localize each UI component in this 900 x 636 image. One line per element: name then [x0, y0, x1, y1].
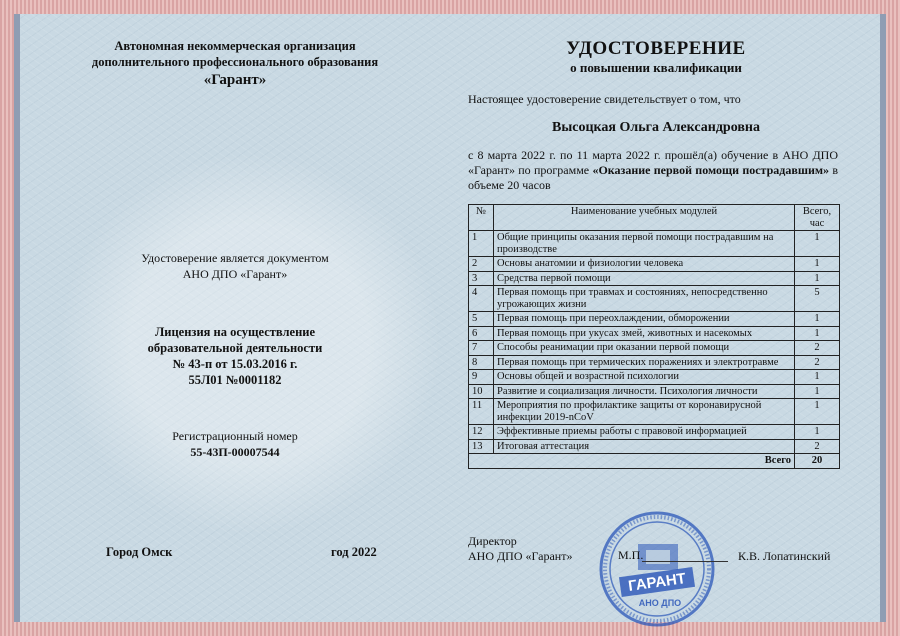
seal-main-text: ГАРАНТ: [627, 570, 687, 595]
row-number: 10: [469, 384, 494, 399]
license-line-1: Лицензия на осуществление: [154, 325, 316, 339]
row-hours: 1: [795, 399, 840, 425]
city: Город Омск: [106, 545, 173, 559]
registration-number: 55-43П-00007544: [190, 445, 280, 459]
license-line-3: № 43-п от 15.03.2016 г.: [172, 357, 298, 371]
table-header-row: [469, 205, 840, 231]
row-number: 13: [469, 439, 494, 454]
seal-place-mark: М.П.: [618, 548, 644, 562]
row-hours: 1: [795, 271, 840, 286]
course-description: [468, 148, 838, 193]
row-hours: 1: [795, 384, 840, 399]
director-block: [468, 534, 572, 564]
table-total-row: [469, 454, 840, 469]
row-number: 5: [469, 312, 494, 327]
certificate-title: УДОСТОВЕРЕНИЕ: [566, 38, 746, 59]
row-hours: 2: [795, 341, 840, 356]
row-module-name: Основы анатомии и физиологии человека: [494, 257, 795, 272]
doc-note-line-1: Удостоверение является документом: [141, 251, 329, 265]
total-value: 20: [795, 454, 840, 469]
row-number: 2: [469, 257, 494, 272]
org-line-2: дополнительного профессионального образования: [91, 55, 379, 69]
table-row: [469, 399, 840, 425]
row-number: 4: [469, 286, 494, 312]
person-name: Высоцкая Ольга Александровна: [552, 120, 760, 135]
row-number: 1: [469, 231, 494, 257]
seal-sub-text: АНО ДПО: [638, 598, 682, 608]
left-page: [20, 14, 450, 622]
row-hours: 1: [795, 326, 840, 341]
row-number: 12: [469, 425, 494, 440]
signature-line: [642, 561, 728, 562]
course-program: «Оказание первой помощи пострадавшим»: [592, 163, 830, 177]
table-row: [469, 326, 840, 341]
header-module-name: Наименование учебных модулей: [494, 205, 795, 231]
row-hours: 1: [795, 231, 840, 257]
table-row: [469, 312, 840, 327]
row-hours: 1: [795, 425, 840, 440]
row-module-name: Эффективные приемы работы с правовой информацией: [494, 425, 795, 440]
row-number: 7: [469, 341, 494, 356]
row-hours: 5: [795, 286, 840, 312]
row-hours: 2: [795, 439, 840, 454]
row-hours: 1: [795, 257, 840, 272]
course-text-2: в объеме 20 часов: [468, 163, 839, 192]
total-label: Всего: [469, 454, 795, 469]
row-number: 8: [469, 355, 494, 370]
row-module-name: Развитие и социализация личности. Психология личности: [494, 384, 795, 399]
table-row: [469, 271, 840, 286]
director-org: АНО ДПО «Гарант»: [468, 549, 573, 563]
org-name: «Гарант»: [203, 72, 267, 88]
organization-header: [20, 38, 450, 90]
director-title: Директор: [468, 534, 517, 548]
row-module-name: Итоговая аттестация: [494, 439, 795, 454]
header-number: №: [469, 205, 494, 231]
table-row: [469, 286, 840, 312]
row-number: 6: [469, 326, 494, 341]
org-line-1: Автономная некоммерческая организация: [114, 39, 356, 53]
doc-note-line-2: АНО ДПО «Гарант»: [182, 267, 288, 281]
row-number: 3: [469, 271, 494, 286]
registration-block: [20, 428, 450, 460]
row-module-name: Мероприятия по профилактике защиты от коронавирусной инфекции 2019-nCoV: [494, 399, 795, 425]
row-module-name: Первая помощь при укусах змей, животных и насекомых: [494, 326, 795, 341]
certificate-subtitle: о повышении квалификации: [570, 60, 742, 75]
row-module-name: Способы реанимации при оказании первой помощи: [494, 341, 795, 356]
modules-table: [468, 204, 840, 469]
document-note: [20, 250, 450, 282]
table-row: [469, 341, 840, 356]
course-text-1: с 8 марта 2022 г. по 11 марта 2022 г. прошёл(а) обучение в АНО ДПО «Гарант» по программе: [468, 148, 838, 177]
row-number: 9: [469, 370, 494, 385]
registration-label: Регистрационный номер: [172, 429, 298, 443]
certifies-text: Настоящее удостоверение свидетельствует о том, что: [468, 92, 741, 106]
header-hours: Всего, час: [795, 205, 840, 231]
row-hours: 1: [795, 312, 840, 327]
license-line-2: образовательной деятельности: [147, 341, 323, 355]
year: год 2022: [331, 545, 377, 559]
table-row: [469, 439, 840, 454]
organization-seal: [598, 510, 716, 628]
row-module-name: Первая помощь при травмах и состояниях, непосредственно угрожающих жизни: [494, 286, 795, 312]
table-row: [469, 231, 840, 257]
table-row: [469, 425, 840, 440]
row-hours: 2: [795, 355, 840, 370]
table-row: [469, 370, 840, 385]
table-row: [469, 257, 840, 272]
row-module-name: Основы общей и возрастной психологии: [494, 370, 795, 385]
license-line-4: 55Л01 №0001182: [188, 373, 282, 387]
signer-name: К.В. Лопатинский: [738, 549, 831, 563]
row-hours: 1: [795, 370, 840, 385]
table-row: [469, 384, 840, 399]
row-module-name: Средства первой помощи: [494, 271, 795, 286]
row-module-name: Первая помощь при термических поражениях и электротравме: [494, 355, 795, 370]
right-page: [456, 14, 876, 622]
row-number: 11: [469, 399, 494, 425]
table-row: [469, 355, 840, 370]
row-module-name: Общие принципы оказания первой помощи пострадавшим на производстве: [494, 231, 795, 257]
row-module-name: Первая помощь при переохлаждении, обморожении: [494, 312, 795, 327]
license-info: [20, 324, 450, 388]
